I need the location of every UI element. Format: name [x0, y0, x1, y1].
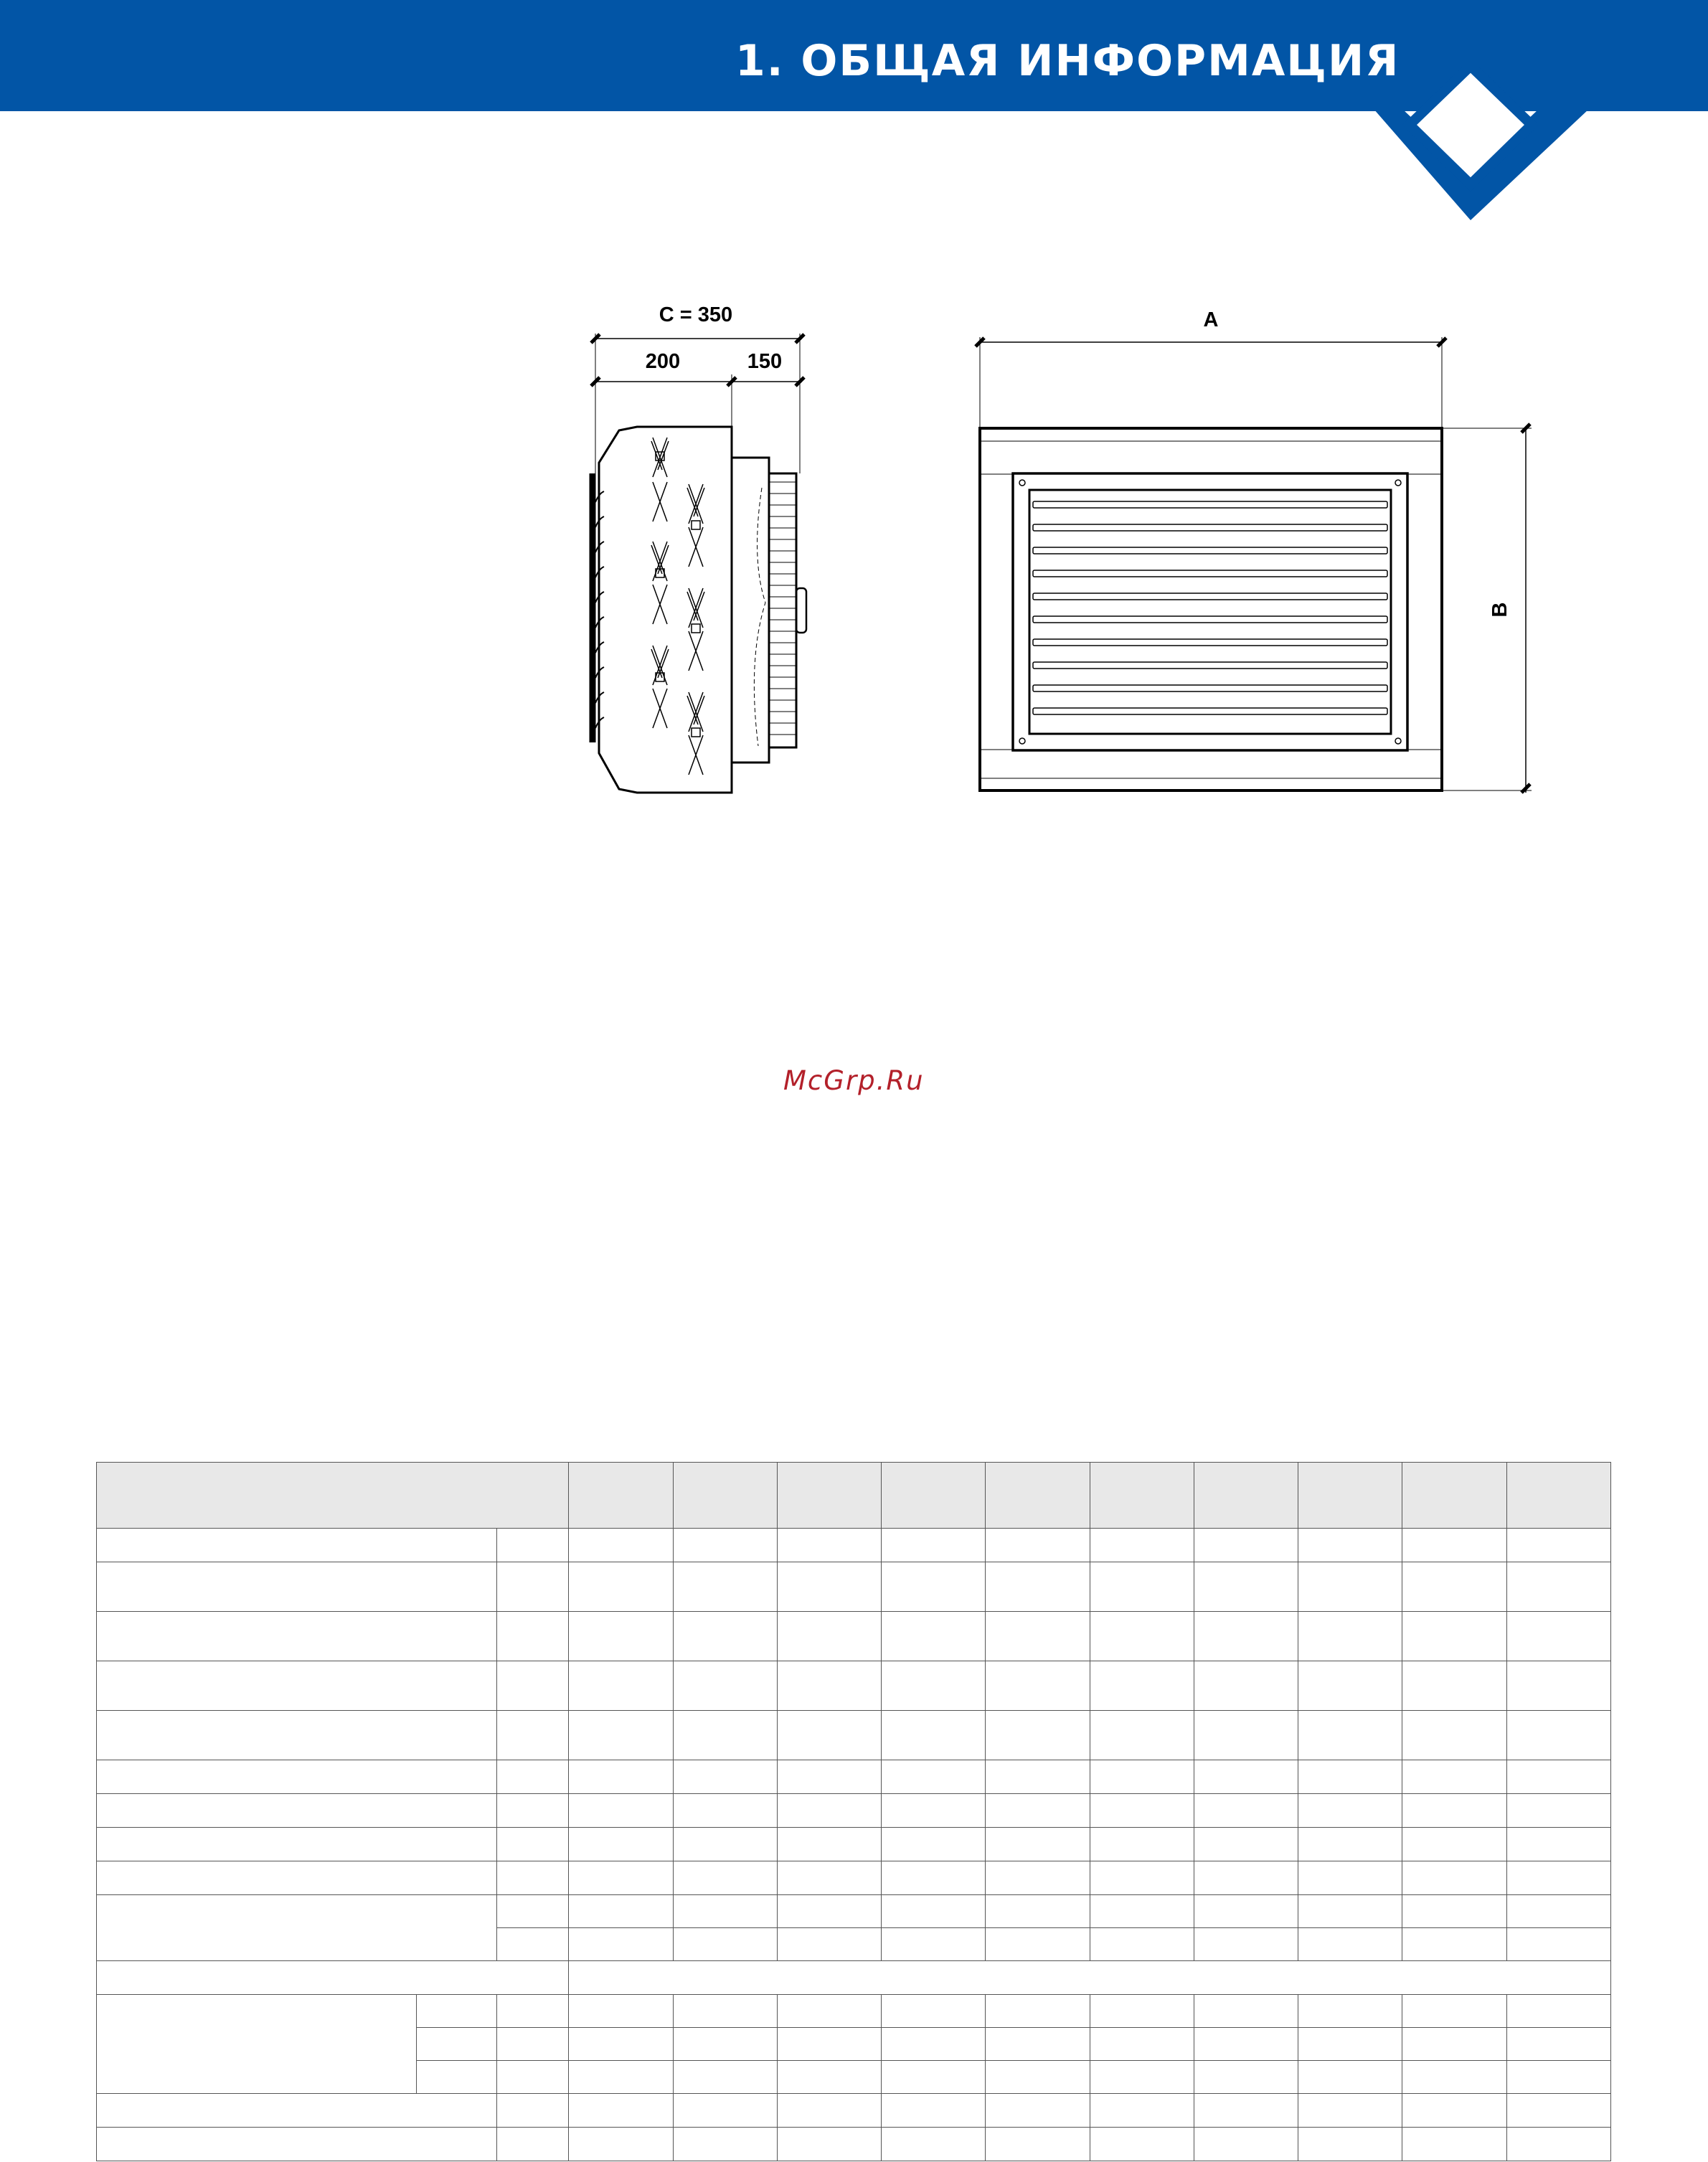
- table-row: [97, 1861, 1611, 1895]
- unit-body-outline: [599, 427, 732, 793]
- table-row: [97, 1661, 1611, 1711]
- fan-guard-mesh: [769, 482, 796, 735]
- table-row: [97, 1961, 1611, 1995]
- table-row: [97, 1562, 1611, 1612]
- table-row: [97, 2128, 1611, 2161]
- motor-hub: [796, 588, 806, 633]
- front-view-drawing: [961, 298, 1578, 818]
- dim-label-200: 200: [645, 350, 681, 373]
- table-row: [97, 1612, 1611, 1661]
- table-row: [97, 1529, 1611, 1562]
- spec-table: [96, 1462, 1611, 2161]
- dim-label-150: 150: [747, 350, 783, 373]
- fan-guard: [769, 473, 796, 747]
- table-row: [97, 1895, 1611, 1928]
- dim-label-c: C = 350: [659, 303, 733, 326]
- section-title: 1. ОБЩАЯ ИНФОРМАЦИЯ: [735, 36, 1400, 86]
- table-row: [97, 1711, 1611, 1760]
- hidden-outline: [754, 488, 765, 746]
- table-row: [97, 1995, 1611, 2028]
- table-row: [97, 1794, 1611, 1828]
- fan-blade-symbols: [651, 438, 704, 775]
- grille-panel: [1013, 473, 1407, 750]
- table-row: [97, 2094, 1611, 2128]
- dim-label-a: A: [1203, 308, 1219, 331]
- side-view-drawing: [574, 294, 832, 811]
- table-header-row: [97, 1463, 1611, 1529]
- table-row: [97, 1828, 1611, 1861]
- logo-diamond-icon: [1374, 66, 1589, 220]
- watermark: McGrp.Ru: [783, 1065, 925, 1096]
- dim-label-b: B: [1488, 602, 1511, 618]
- table-row: [97, 1760, 1611, 1794]
